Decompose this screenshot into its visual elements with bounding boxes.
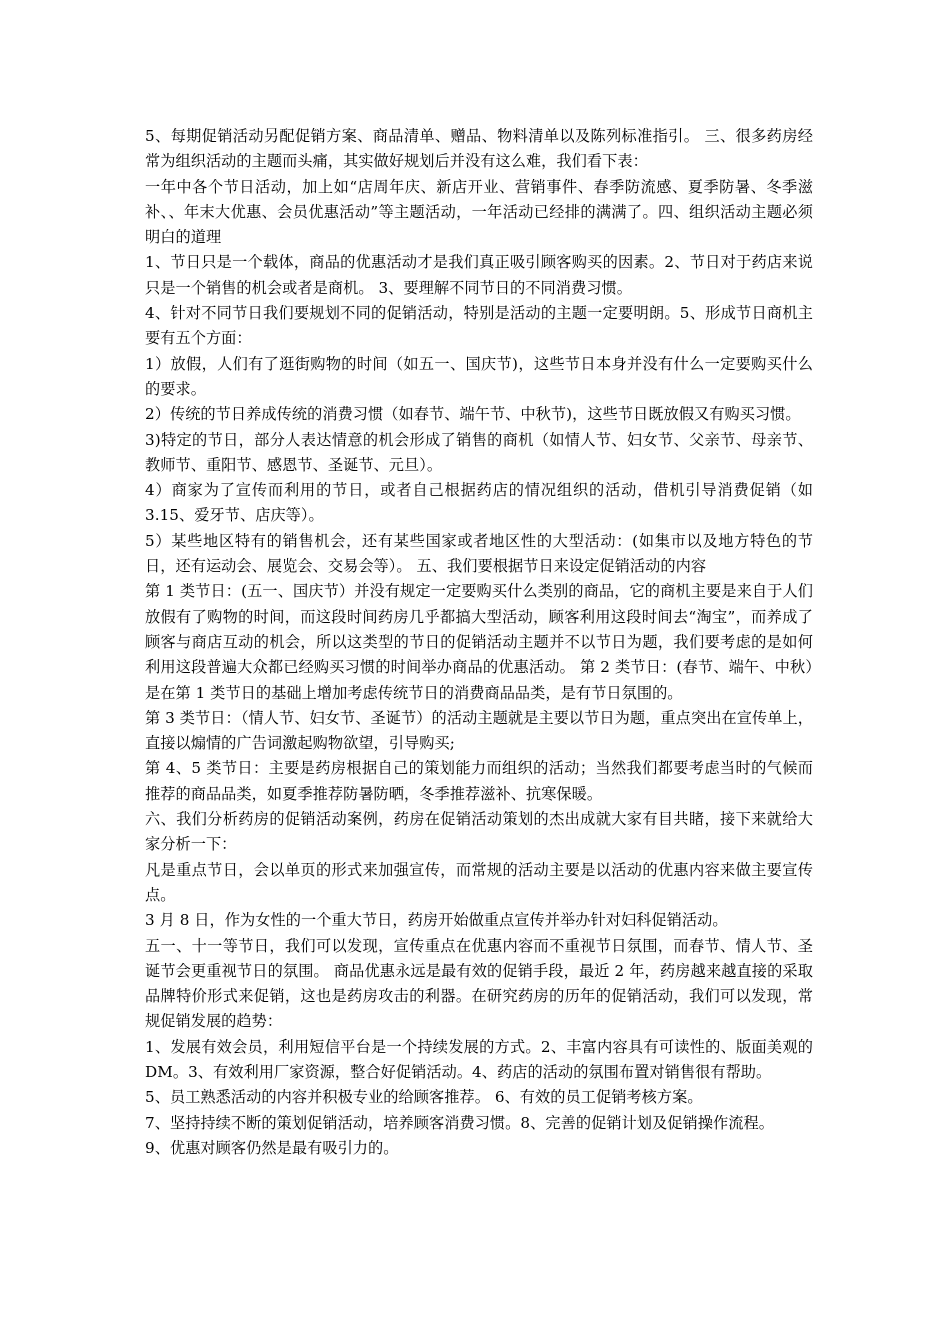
paragraph-festival-type-4-5: 第 4、5 类节日：主要是药房根据自己的策划能力而组织的活动；当然我们都要考虑当时的气候而推荐的商品品类，如夏季推荐防暑防晒，冬季推荐滋补、抗寒保暖。 bbox=[145, 759, 813, 803]
paragraph-trend-list-1: 1、发展有效会员，利用短信平台是一个持续发展的方式。2、丰富内容具有可读性的、版面美观的 DM。3、有效利用厂家资源，整合好促销活动。4、药店的活动的氛围布置对销售很有帮助。 bbox=[145, 1037, 813, 1081]
paragraph-womens-day: 3 月 8 日，作为女性的一个重大节日，药房开始做重点宣传并举办针对妇科促销活动。 bbox=[145, 911, 728, 930]
paragraph-promotion-trends: 五一、十一等节日，我们可以发现，宣传重点在优惠内容而不重视节日氛围，而春节、情人节、圣诞节会更重视节日的氛围。 商品优惠永远是最有效的促销手段，最近 2 年，药房越来越直接的采取品牌特价形式来促销，这也是药房攻击的利器。在研究药房的历年的促销活动，我们可以发现，常规促销发展的趋势： bbox=[145, 936, 813, 1031]
paragraph-festival-type-1-2: 第 1 类节日：(五一、国庆节）并没有规定一定要购买什么类别的商品，它的商机主要是来自于人们放假有了购物的时间，而这段时间药房几乎都搞大型活动，顾客利用这段时间去“淘宝”，而养成了顾客与商店互动的机会，所以这类型的节日的促销活动主题并不以节日为题，我们要考虑的是如何利用这段普遍大众都已经购买习惯的时间举办商品的优惠活动。 第 2 类节日：(春节、端午、中秋）是在第 1 类节日的基础上增加考虑传统节日的消费商品品类，是有节日氛围的。 bbox=[145, 582, 813, 702]
paragraph-yearly-activities: 一年中各个节日活动，加上如“店周年庆、新店开业、营销事件、春季防流感、夏季防暑、冬季滋补、、年末大优惠、会员优惠活动”等主题活动，一年活动已经排的满满了。四、组织活动主题必须明白的道理 bbox=[145, 177, 813, 247]
paragraph-case-analysis: 六、我们分析药房的促销活动案例，药房在促销活动策划的杰出成就大家有目共睹，接下来就给大家分析一下： bbox=[145, 810, 813, 854]
paragraph-regional-events: 5）某些地区特有的销售机会，还有某些国家或者地区性的大型活动：(如集市以及地方特色的节日，还有运动会、展览会、交易会等）。 五、我们要根据节日来设定促销活动的内容 bbox=[145, 531, 813, 576]
paragraph-festival-carrier: 1、节日只是一个载体，商品的优惠活动才是我们真正吸引顾客购买的因素。2、节日对于药店来说只是一个销售的机会或者是商机。 3、要理解不同节日的不同消费习惯。 bbox=[145, 253, 813, 297]
paragraph-special-festivals: 3)特定的节日，部分人表达情意的机会形成了销售的商机（如情人节、妇女节、父亲节、母亲节、教师节、重阳节、感恩节、圣诞节、元旦）。 bbox=[145, 430, 813, 474]
paragraph-promotion-plan: 5、每期促销活动另配促销方案、商品清单、赠品、物料清单以及陈列标准指引。 三、很多药房经常为组织活动的主题而头痛，其实做好规划后并没有这么难，我们看下表： bbox=[145, 127, 813, 171]
document-body bbox=[145, 124, 813, 1161]
paragraph-merchant-festivals: 4）商家为了宣传而利用的节日，或者自己根据药店的情况组织的活动，借机引导消费促销（如 3.15、爱牙节、店庆等）。 bbox=[145, 481, 813, 525]
paragraph-key-festivals: 凡是重点节日，会以单页的形式来加强宣传，而常规的活动主要是以活动的优惠内容来做主要宣传点。 bbox=[145, 860, 813, 904]
paragraph-planning-themes: 4、针对不同节日我们要规划不同的促销活动，特别是活动的主题一定要明朗。5、形成节日商机主要有五个方面： bbox=[145, 304, 813, 348]
paragraph-holiday-shopping: 1）放假，人们有了逛街购物的时间（如五一、国庆节)，这些节日本身并没有什么一定要购买什么的要求。 bbox=[145, 354, 813, 398]
paragraph-trend-list-3: 7、坚持持续不断的策划促销活动，培养顾客消费习惯。8、完善的促销计划及促销操作流程。 bbox=[145, 1113, 774, 1132]
paragraph-trend-list-2: 5、员工熟悉活动的内容并积极专业的给顾客推荐。 6、有效的员工促销考核方案。 bbox=[145, 1088, 703, 1107]
paragraph-traditional-festivals: 2）传统的节日养成传统的消费习惯（如春节、端午节、中秋节)，这些节日既放假又有购买习惯。 bbox=[145, 405, 801, 424]
paragraph-festival-type-3: 第 3 类节日：（情人节、妇女节、圣诞节）的活动主题就是主要以节日为题，重点突出在宣传单上， 直接以煽情的广告词激起购物欲望，引导购买; bbox=[145, 708, 813, 753]
paragraph-trend-list-4: 9、优惠对顾客仍然是最有吸引力的。 bbox=[145, 1138, 399, 1157]
